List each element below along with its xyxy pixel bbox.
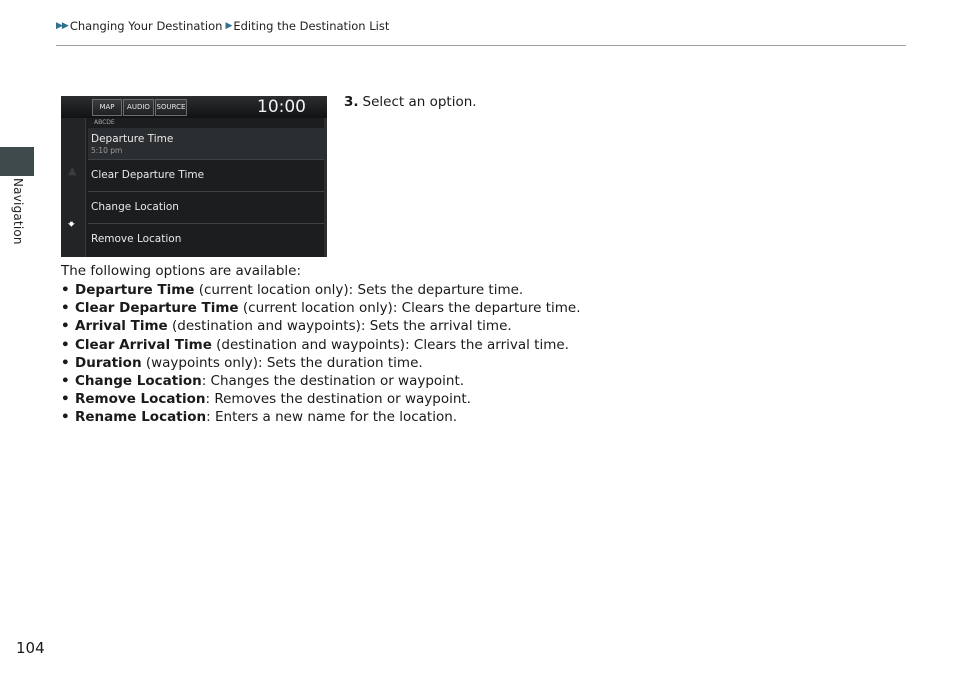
option-desc: (waypoints only): Sets the duration time. — [141, 354, 423, 371]
option-desc: : Changes the destination or waypoint. — [201, 373, 465, 390]
scroll-up-icon: ▲ — [68, 164, 77, 177]
screen-item-sub: 5:10 pm — [91, 146, 123, 155]
section-tab-marker — [0, 147, 34, 176]
option-term: Change Location — [75, 373, 202, 390]
breadcrumb — [56, 19, 392, 33]
option-term: Remove Location — [75, 391, 206, 408]
list-item — [61, 281, 581, 299]
screen-scroll-column — [61, 118, 86, 257]
option-term: Arrival Time — [75, 318, 168, 335]
option-term: Duration — [75, 354, 142, 371]
breadcrumb-item-changing-destination[interactable]: Changing Your Destination — [69, 19, 223, 33]
breadcrumb-item-editing-list[interactable]: Editing the Destination List — [233, 19, 390, 33]
option-term: Clear Arrival Time — [75, 336, 212, 353]
screen-top-bar — [61, 96, 327, 118]
option-desc: : Enters a new name for the location. — [206, 409, 458, 426]
chevron-right-icon: ▶ — [56, 21, 63, 31]
step-instruction — [344, 94, 477, 110]
options-intro: The following options are available: — [61, 263, 302, 279]
option-desc: (current location only): Sets the departure time. — [194, 282, 524, 298]
bullet-icon: • — [61, 318, 70, 335]
bullet-icon: • — [61, 354, 70, 371]
bullet-icon: • — [61, 282, 70, 298]
header-divider — [56, 45, 906, 46]
list-item — [61, 317, 581, 335]
list-item — [61, 372, 581, 390]
bullet-icon: • — [61, 391, 70, 408]
screen-item-departure-time — [88, 128, 324, 160]
step-number: 3. — [344, 94, 359, 110]
screen-option-list — [88, 118, 324, 257]
list-item — [61, 336, 581, 354]
screen-item-remove-location — [88, 224, 324, 257]
bullet-icon: • — [61, 300, 70, 317]
option-term: Clear Departure Time — [75, 300, 239, 317]
list-item — [61, 408, 581, 426]
chevron-right-icon: ▶ — [225, 21, 233, 31]
option-desc: (current location only): Clears the departure time. — [238, 300, 581, 317]
screen-item-change-location — [88, 192, 324, 224]
screen-clock: 10:00 — [257, 97, 306, 117]
screen-item-label: Clear Departure Time — [91, 169, 205, 181]
option-desc: (destination and waypoints): Clears the arrival time. — [211, 336, 569, 353]
nav-screen-image — [61, 96, 327, 257]
screen-item-label: Departure Time — [91, 133, 174, 145]
bullet-icon: • — [61, 373, 70, 390]
screen-item-label: Remove Location — [91, 233, 182, 245]
bullet-icon: • — [61, 336, 70, 353]
screen-scroll-track — [324, 118, 327, 257]
chevron-right-icon: ▶ — [61, 21, 69, 31]
screen-item-clear-departure-time — [88, 160, 324, 192]
bullet-icon: • — [61, 409, 70, 426]
scroll-down-icon: 🠻 — [68, 218, 75, 231]
list-item — [61, 390, 581, 408]
list-item — [61, 299, 581, 317]
option-desc: : Removes the destination or waypoint. — [205, 391, 471, 408]
option-term: Rename Location — [75, 409, 207, 426]
screen-group-label: ABCDE — [94, 119, 115, 126]
option-desc: (destination and waypoints): Sets the arrival time. — [167, 318, 512, 335]
options-list — [61, 281, 581, 427]
step-text: Select an option. — [362, 94, 477, 110]
screen-audio-button: AUDIO — [123, 99, 154, 116]
screen-item-label: Change Location — [91, 201, 179, 213]
option-term: Departure Time — [75, 282, 195, 298]
screen-map-button: MAP — [92, 99, 122, 116]
section-tab-label: Navigation — [11, 178, 25, 245]
screen-source-button: SOURCE — [155, 99, 187, 116]
page-number: 104 — [16, 639, 45, 657]
list-item — [61, 354, 581, 372]
